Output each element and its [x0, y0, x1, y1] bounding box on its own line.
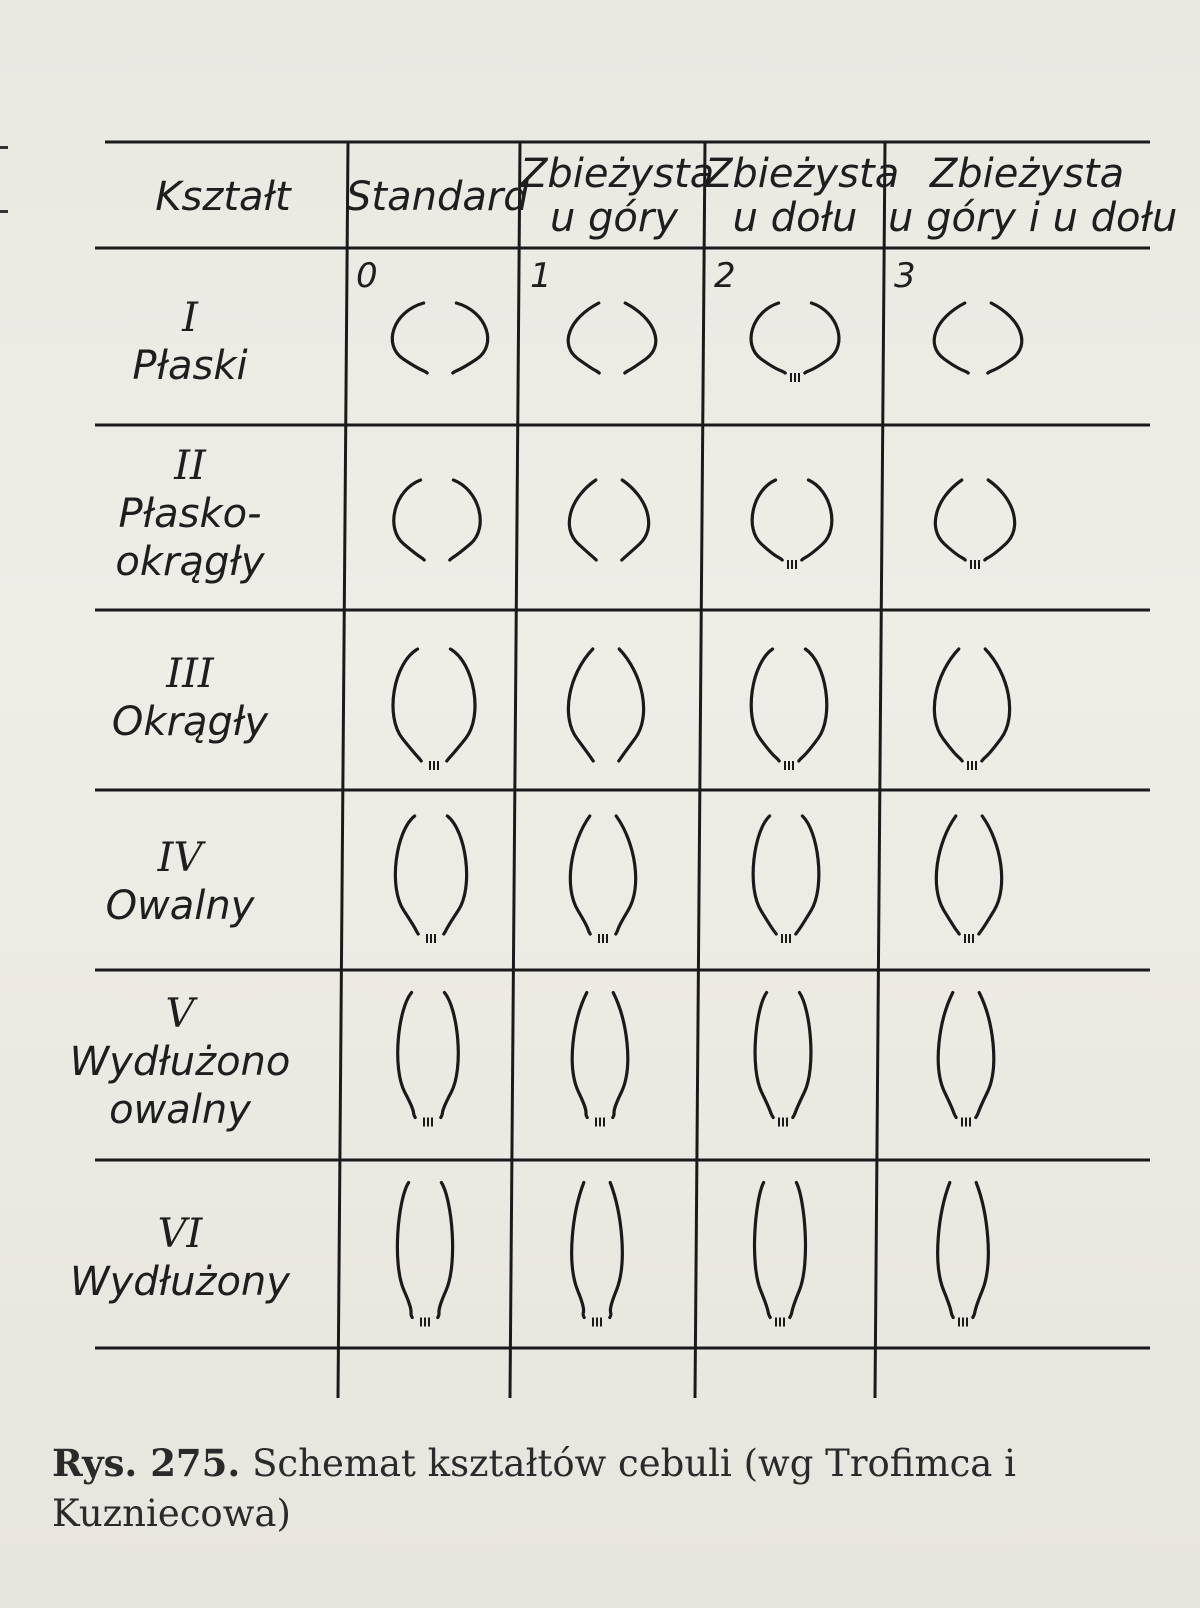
bulb-shape-r4-c0 — [395, 816, 466, 943]
column-header-line2: u góry i u dołu — [888, 195, 1178, 241]
bulb-shape-r1-c1 — [568, 303, 656, 373]
bulb-shape-r1-c3 — [934, 303, 1022, 373]
bulb-shape-r1-c0 — [392, 303, 487, 373]
row-roman: V — [165, 991, 195, 1037]
column-header-line1: Zbieżysta — [520, 151, 715, 197]
bulb-shape-r2-c3 — [935, 480, 1014, 569]
column-header-line1: Standard — [346, 174, 529, 220]
column-number-0: 0 — [356, 256, 378, 296]
corner-header: Kształt — [155, 174, 291, 220]
row-name: Wydłużono — [69, 1039, 291, 1085]
row-roman: I — [182, 295, 198, 341]
row-label-V — [50, 990, 310, 1134]
column-header-line1: Zbieżysta — [705, 151, 900, 197]
row-name: Płasko- — [118, 491, 262, 537]
figure-caption — [52, 1438, 1162, 1539]
bulb-shape-r3-c2 — [751, 649, 827, 770]
row-label-IV — [50, 834, 310, 930]
row-label-VI — [50, 1210, 310, 1306]
column-header-3 — [888, 151, 1178, 241]
column-number-2: 2 — [714, 256, 736, 296]
bulb-shape-r2-c1 — [569, 480, 648, 560]
column-header-line2: u dołu — [732, 195, 858, 241]
table-column-rule — [695, 142, 705, 1398]
column-header-line1: Zbieżysta — [929, 151, 1125, 197]
column-header-1 — [520, 151, 715, 241]
row-name: Okrągły — [111, 699, 269, 745]
column-header-2 — [705, 151, 900, 241]
row-roman: II — [174, 443, 206, 489]
bulb-shape-r3-c3 — [934, 649, 1009, 770]
row-roman: IV — [157, 835, 203, 881]
row-name: Płaski — [132, 343, 248, 389]
row-name: owalny — [109, 1087, 251, 1133]
bulb-shape-r5-c0 — [398, 993, 459, 1127]
column-header-0 — [346, 174, 529, 220]
bulb-shape-r5-c1 — [572, 993, 628, 1127]
table-column-rule — [875, 142, 885, 1398]
row-name: Wydłużony — [70, 1259, 290, 1305]
bulb-shape-r6-c2 — [755, 1183, 806, 1327]
bulb-shape-r4-c3 — [936, 816, 1001, 943]
row-label-III — [60, 650, 320, 746]
row-name: Owalny — [105, 883, 255, 929]
table-column-rule — [338, 142, 348, 1398]
row-roman: VI — [157, 1211, 203, 1257]
bulb-shape-r4-c2 — [753, 816, 819, 943]
table-column-rule — [510, 142, 520, 1398]
bulb-shape-r3-c0 — [393, 649, 475, 770]
bulb-shape-r2-c2 — [752, 480, 832, 569]
figure-reference: Rys. 275. — [52, 1441, 241, 1485]
row-label-I — [60, 294, 320, 390]
bulb-shape-r3-c1 — [568, 649, 643, 761]
row-label-II — [60, 442, 320, 586]
bulb-shape-r5-c2 — [755, 993, 811, 1127]
bulb-shape-r6-c3 — [938, 1183, 989, 1327]
bulb-shape-r2-c0 — [394, 480, 480, 560]
figure-caption-text: Schemat kształtów cebuli (wg Trofimca i Kuzniecowa) — [52, 1442, 1016, 1535]
bulb-shape-r5-c3 — [938, 993, 994, 1127]
bulb-shape-r4-c1 — [570, 816, 635, 943]
row-roman: III — [166, 651, 214, 697]
bulb-shape-r6-c1 — [572, 1183, 623, 1327]
column-number-1: 1 — [530, 256, 552, 296]
bulb-shape-r6-c0 — [397, 1183, 452, 1327]
row-name: okrągły — [115, 539, 265, 585]
column-number-3: 3 — [894, 256, 916, 296]
bulb-shape-r1-c2 — [751, 303, 839, 382]
column-header-line2: u góry — [549, 195, 679, 241]
